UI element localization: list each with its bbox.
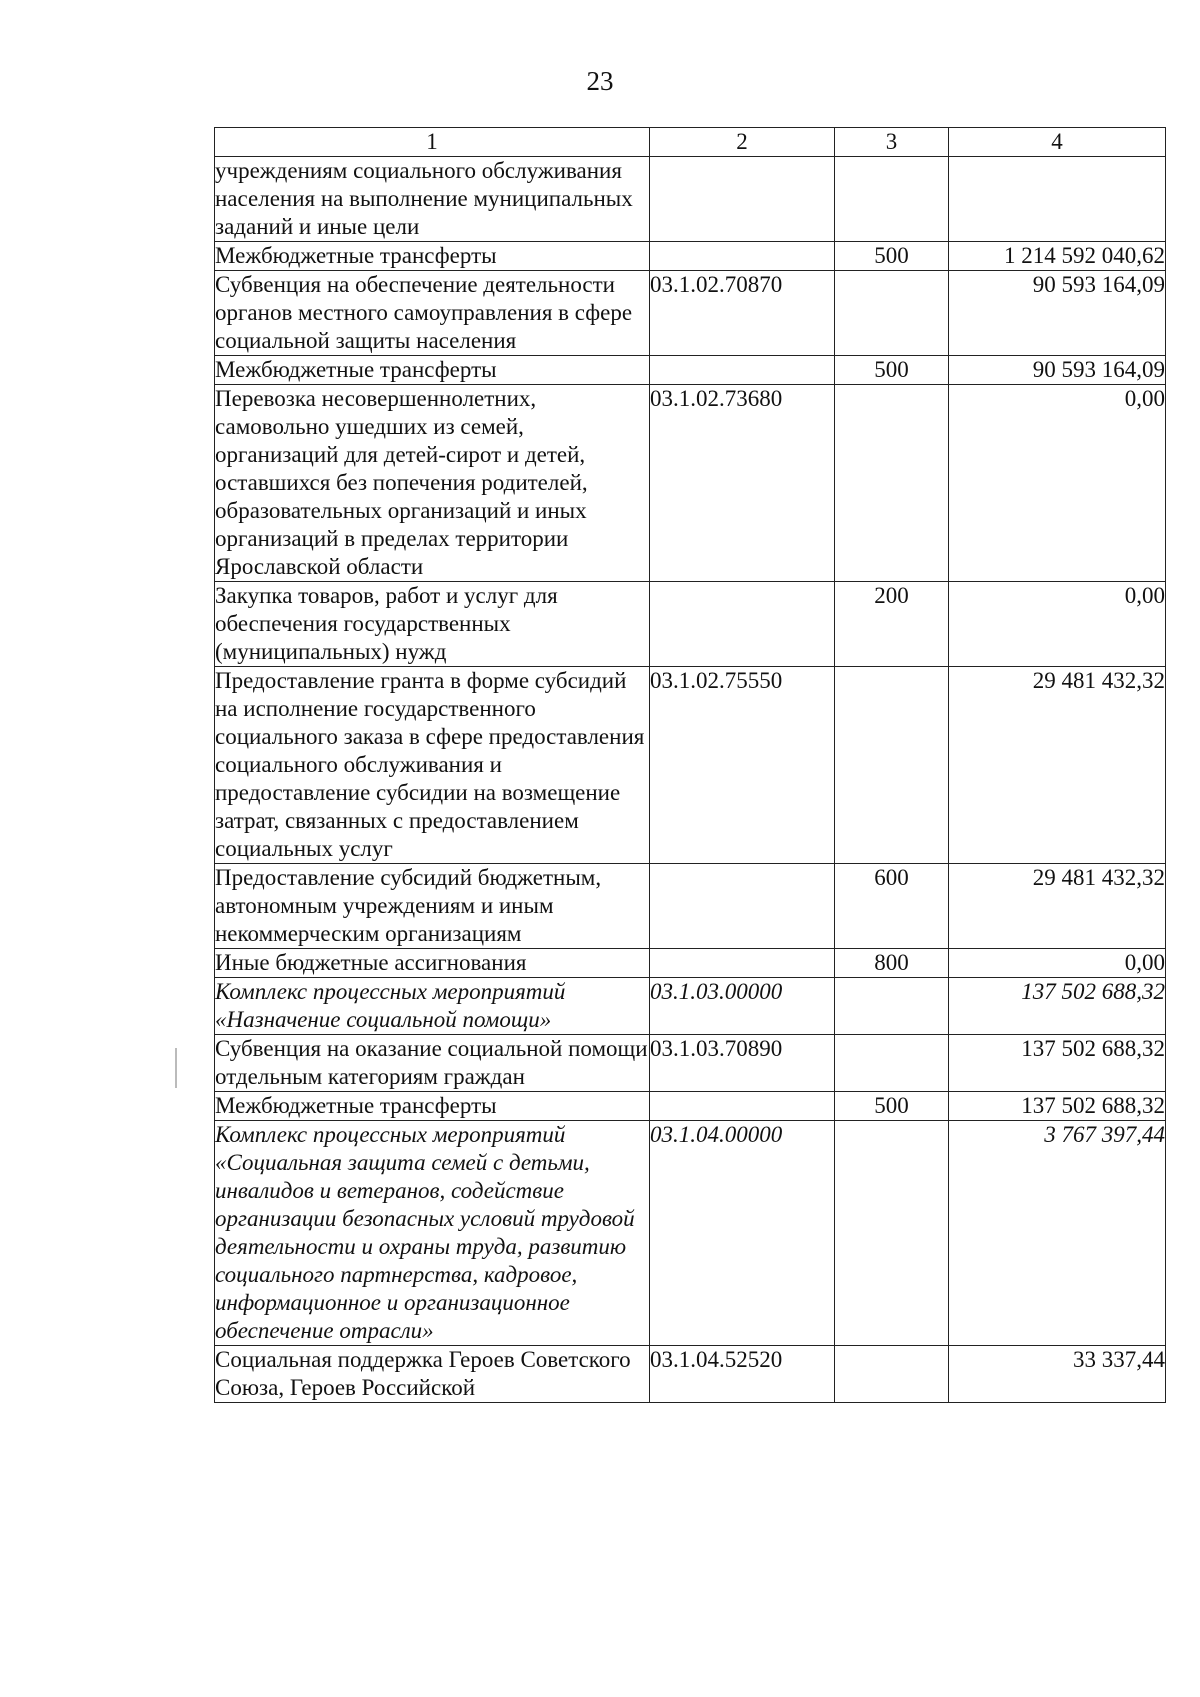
cell-type [835, 385, 949, 582]
scan-mark [175, 1048, 177, 1088]
cell-code: 03.1.04.52520 [650, 1346, 835, 1403]
cell-type: 500 [835, 242, 949, 271]
table-row [215, 864, 1166, 949]
cell-amount: 0,00 [949, 385, 1166, 582]
cell-type: 200 [835, 582, 949, 667]
budget-table [214, 127, 1166, 1403]
cell-code [650, 356, 835, 385]
cell-amount: 33 337,44 [949, 1346, 1166, 1403]
cell-amount: 3 767 397,44 [949, 1121, 1166, 1346]
cell-type: 500 [835, 356, 949, 385]
cell-type [835, 1035, 949, 1092]
cell-code: 03.1.03.70890 [650, 1035, 835, 1092]
cell-amount: 0,00 [949, 582, 1166, 667]
table-row [215, 242, 1166, 271]
cell-amount: 137 502 688,32 [949, 1092, 1166, 1121]
cell-name: Субвенция на оказание социальной помощи отдельным категориям граждан [215, 1035, 650, 1092]
column-header-3: 3 [835, 128, 949, 157]
cell-amount: 90 593 164,09 [949, 271, 1166, 356]
cell-name: Комплекс процессных мероприятий «Назначение социальной помощи» [215, 978, 650, 1035]
cell-type [835, 1121, 949, 1346]
cell-code: 03.1.02.70870 [650, 271, 835, 356]
table-header-row [215, 128, 1166, 157]
column-header-4: 4 [949, 128, 1166, 157]
cell-name: Межбюджетные трансферты [215, 356, 650, 385]
column-header-1: 1 [215, 128, 650, 157]
cell-name: Иные бюджетные ассигнования [215, 949, 650, 978]
cell-amount: 1 214 592 040,62 [949, 242, 1166, 271]
cell-name: Предоставление гранта в форме субсидий на исполнение государственного социального заказа в сфере предоставления социального обслуживания и предоставление субсидии на возмещение затрат, связанных с предоставлением социальных услуг [215, 667, 650, 864]
cell-code [650, 242, 835, 271]
cell-name: Межбюджетные трансферты [215, 1092, 650, 1121]
cell-type [835, 1346, 949, 1403]
cell-name: Предоставление субсидий бюджетным, автономным учреждениям и иным некоммерческим организациям [215, 864, 650, 949]
table-row [215, 582, 1166, 667]
cell-type: 600 [835, 864, 949, 949]
cell-code [650, 582, 835, 667]
table-row [215, 1092, 1166, 1121]
cell-name: Закупка товаров, работ и услуг для обеспечения государственных (муниципальных) нужд [215, 582, 650, 667]
cell-amount: 29 481 432,32 [949, 667, 1166, 864]
table-row [215, 1121, 1166, 1346]
cell-type [835, 157, 949, 242]
cell-amount [949, 157, 1166, 242]
table-row [215, 1346, 1166, 1403]
cell-type [835, 667, 949, 864]
page-number: 23 [586, 66, 614, 96]
table-row [215, 1035, 1166, 1092]
table-row [215, 385, 1166, 582]
cell-amount: 137 502 688,32 [949, 1035, 1166, 1092]
table-row [215, 271, 1166, 356]
cell-code: 03.1.02.73680 [650, 385, 835, 582]
cell-type [835, 978, 949, 1035]
cell-name: Социальная поддержка Героев Советского Союза, Героев Российской [215, 1346, 650, 1403]
cell-name: Межбюджетные трансферты [215, 242, 650, 271]
cell-amount: 0,00 [949, 949, 1166, 978]
cell-amount: 29 481 432,32 [949, 864, 1166, 949]
table-row [215, 949, 1166, 978]
cell-code [650, 864, 835, 949]
cell-type: 800 [835, 949, 949, 978]
cell-type [835, 271, 949, 356]
table-body [215, 157, 1166, 1403]
cell-code [650, 157, 835, 242]
cell-name: Субвенция на обеспечение деятельности органов местного самоуправления в сфере социальной защиты населения [215, 271, 650, 356]
cell-code [650, 1092, 835, 1121]
column-header-2: 2 [650, 128, 835, 157]
cell-name: Комплекс процессных мероприятий «Социальная защита семей с детьми, инвалидов и ветеранов, содействие организации безопасных условий трудовой деятельности и охраны труда, развитию социального партнерства, кадровое, информационное и организационное обеспечение отрасли» [215, 1121, 650, 1346]
cell-name: учреждениям социального обслуживания населения на выполнение муниципальных заданий и иные цели [215, 157, 650, 242]
cell-amount: 90 593 164,09 [949, 356, 1166, 385]
cell-name: Перевозка несовершеннолетних, самовольно ушедших из семей, организаций для детей-сирот и детей, оставшихся без попечения родителей, образовательных организаций и иных организаций в пределах территории Ярославской области [215, 385, 650, 582]
cell-code: 03.1.03.00000 [650, 978, 835, 1035]
cell-code: 03.1.02.75550 [650, 667, 835, 864]
table-row [215, 157, 1166, 242]
cell-code [650, 949, 835, 978]
cell-amount: 137 502 688,32 [949, 978, 1166, 1035]
table-row [215, 978, 1166, 1035]
cell-type: 500 [835, 1092, 949, 1121]
table-row [215, 667, 1166, 864]
cell-code: 03.1.04.00000 [650, 1121, 835, 1346]
table-row [215, 356, 1166, 385]
